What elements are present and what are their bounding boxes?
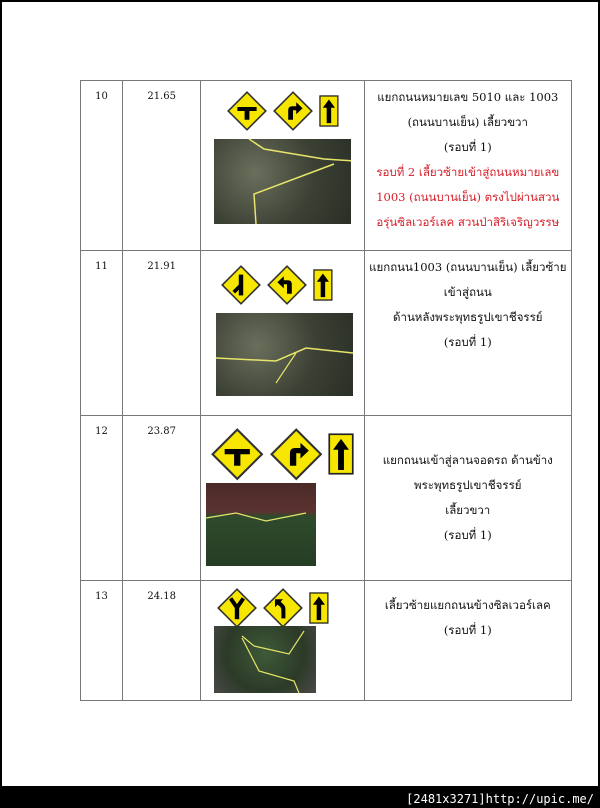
desc-line-red: 1003 (ถนนบานเย็น) ตรงไปผ่านสวน bbox=[376, 190, 560, 204]
turn-right-sign-icon bbox=[270, 428, 323, 484]
table-row bbox=[81, 416, 572, 581]
image-source-footer: [2481x3271]http://upic.me/ bbox=[406, 792, 594, 806]
sign-group bbox=[221, 265, 333, 308]
row-number: 12 bbox=[81, 416, 123, 581]
description-cell bbox=[364, 416, 571, 581]
desc-line: (รอบที่ 1) bbox=[443, 528, 492, 542]
sign-group bbox=[217, 588, 329, 631]
desc-line-red: รอบที่ 2 เลี้ยวซ้ายเข้าสู่ถนนหมายเลข bbox=[376, 165, 560, 179]
y-junction-sign-icon bbox=[217, 588, 257, 631]
straight-arrow-sign-icon bbox=[309, 592, 329, 627]
row-km: 21.91 bbox=[123, 251, 201, 416]
turn-right-sign-icon bbox=[273, 91, 313, 134]
desc-line: เข้าสู่ถนน bbox=[443, 285, 492, 299]
route-table bbox=[80, 80, 572, 701]
desc-line: (รอบที่ 1) bbox=[443, 140, 492, 154]
description-cell bbox=[364, 81, 571, 251]
row-km: 21.65 bbox=[123, 81, 201, 251]
desc-line: แยกถนนหมายเลข 5010 และ 1003 bbox=[377, 90, 559, 104]
row-km: 24.18 bbox=[123, 581, 201, 701]
sign-group bbox=[211, 428, 354, 484]
desc-line-red: อรุ่นซิลเวอร์เลค สวนป่าสิริเจริญวรรษ bbox=[376, 215, 560, 229]
signs-cell bbox=[201, 81, 364, 251]
turn-left-sign-icon bbox=[267, 265, 307, 308]
document-page bbox=[2, 2, 598, 786]
side-road-left-sign-icon bbox=[221, 265, 261, 308]
signs-cell bbox=[201, 581, 364, 701]
desc-line: เลี้ยวซ้ายแยกถนนข้างซิลเวอร์เลค bbox=[384, 598, 551, 612]
straight-arrow-sign-icon bbox=[328, 433, 354, 478]
aerial-map-image bbox=[216, 313, 353, 396]
sign-group bbox=[227, 91, 339, 134]
desc-line: พระพุทธรูปเขาชีจรรย์ bbox=[414, 478, 522, 492]
desc-line: (รอบที่ 1) bbox=[443, 335, 492, 349]
description-cell bbox=[364, 251, 571, 416]
row-number: 10 bbox=[81, 81, 123, 251]
signs-cell bbox=[201, 416, 364, 581]
desc-line: เลี้ยวขวา bbox=[445, 503, 491, 517]
aerial-map-image bbox=[214, 626, 316, 693]
aerial-map-image bbox=[214, 139, 351, 224]
table-row bbox=[81, 251, 572, 416]
desc-line: (ถนนบานเย็น) เลี้ยวขวา bbox=[407, 115, 528, 129]
straight-arrow-sign-icon bbox=[319, 95, 339, 130]
desc-line: แยกถนนเข้าสู่ลานจอดรถ ด้านข้าง bbox=[382, 453, 553, 467]
table-row bbox=[81, 81, 572, 251]
straight-arrow-sign-icon bbox=[313, 269, 333, 304]
desc-line: ด้านหลังพระพุทธรูปเขาชีจรรย์ bbox=[393, 310, 543, 324]
bear-left-sign-icon bbox=[263, 588, 303, 631]
signs-cell bbox=[201, 251, 364, 416]
t-junction-sign-icon bbox=[227, 91, 267, 134]
desc-line: (รอบที่ 1) bbox=[443, 623, 492, 637]
row-number: 13 bbox=[81, 581, 123, 701]
desc-line: แยกถนน1003 (ถนนบานเย็น) เลี้ยวซ้าย bbox=[369, 260, 567, 274]
aerial-map-image bbox=[206, 483, 316, 566]
t-junction-sign-icon bbox=[211, 428, 264, 484]
row-number: 11 bbox=[81, 251, 123, 416]
description-cell bbox=[364, 581, 571, 701]
table-row bbox=[81, 581, 572, 701]
row-km: 23.87 bbox=[123, 416, 201, 581]
